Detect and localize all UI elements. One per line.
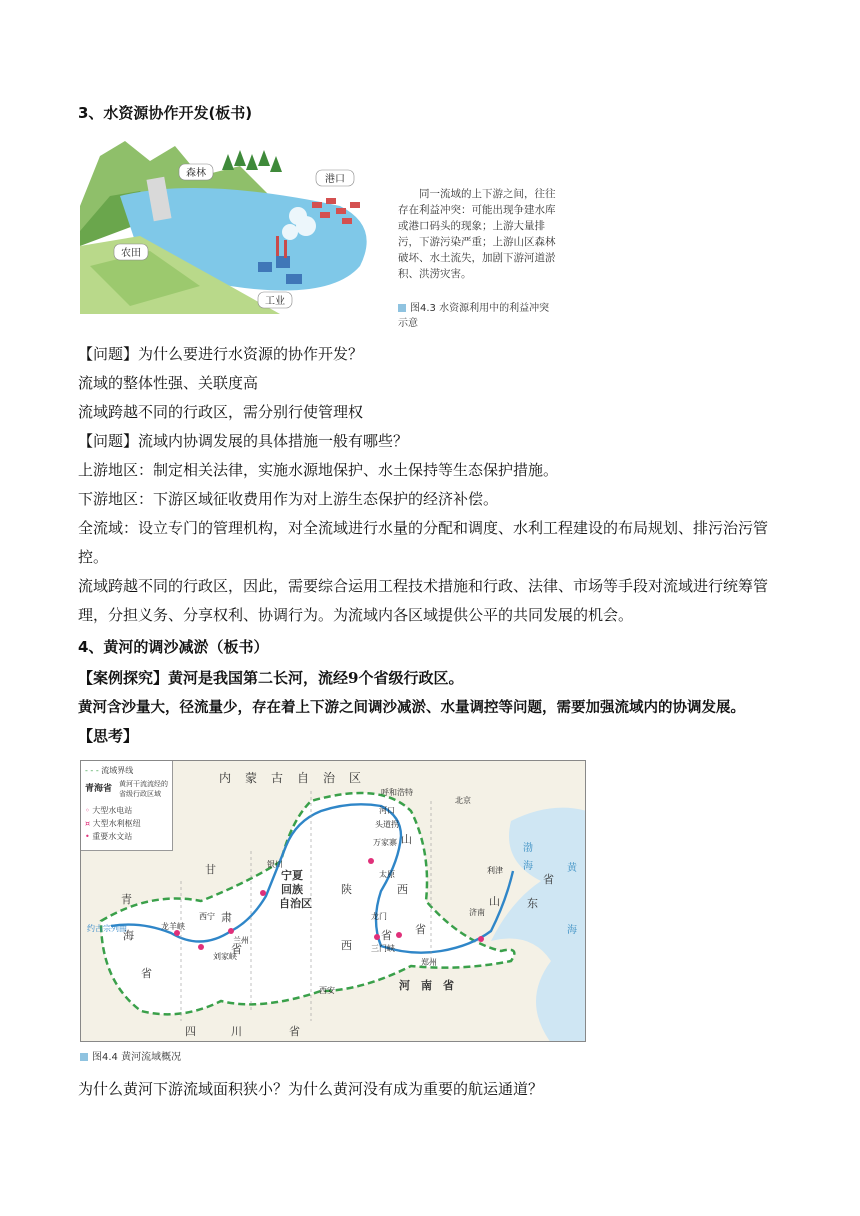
answer-2-1: 上游地区：制定相关法律，实施水源地保护、水土保持等生态保护措施。 [78, 461, 559, 479]
region-shaanxi-3: 省 [381, 929, 392, 942]
label-farmland: 农田 [121, 248, 141, 259]
answer-1-2: 流域跨越不同的行政区，需分别行使管理权 [78, 403, 364, 421]
sea-bohai-2: 海 [523, 861, 533, 872]
think-label: 【思考】 [78, 727, 139, 745]
city-xining: 西宁 [199, 912, 215, 921]
label-forest: 森林 [186, 168, 206, 179]
region-ningxia-3: 自治区 [279, 897, 312, 910]
city-beijing: 北京 [455, 796, 471, 805]
region-shandong-3: 省 [543, 873, 554, 886]
city-zhengzhou: 郑州 [421, 958, 437, 967]
region-qinghai-3: 省 [141, 967, 152, 980]
city-yinchuan: 银川 [267, 860, 283, 869]
river-source: 约古宗列曲 [87, 924, 127, 933]
section4-heading: 4、黄河的调沙减淤（板书） [78, 638, 269, 656]
region-shaanxi-2: 西 [341, 939, 352, 952]
figure-water-conflict [80, 136, 556, 329]
city-taiyuan: 太原 [379, 870, 395, 879]
case-study: 【案例探究】黄河是我国第二长河，流经9个省级行政区。 [78, 669, 464, 687]
map-caption-marker [80, 1053, 88, 1061]
region-shaanxi-1: 陕 [341, 883, 352, 896]
legend-station: • 重要水文站 [85, 832, 133, 841]
document-page [78, 0, 788, 1216]
city-longyangxia: 龙羊峡 [161, 922, 185, 931]
answer-2-3: 全流域：设立专门的管理机构，对全流域进行水量的分配和调度、水利工程建设的布局规划、排污治污管控。 [78, 519, 769, 566]
region-sichuan-2: 川 [231, 1025, 242, 1038]
city-lanzhou: 兰州 [233, 936, 249, 945]
city-toudaoguai: 头道拐 [375, 820, 399, 829]
city-lijin: 利津 [487, 866, 503, 875]
region-gansu-1: 甘 [205, 863, 216, 876]
answer-2-4: 流域跨越不同的行政区，因此，需要综合运用工程技术措施和行政、法律、市场等手段对流域进行统筹管理，分担义务、分享权利、协调行为。为流域内各区域提供公平的共同发展的机会。 [78, 577, 769, 624]
region-shanxi-1: 山 [401, 833, 412, 846]
region-henan: 河 南 省 [399, 979, 454, 992]
case-study-detail: 黄河含沙量大，径流量少，存在着上下游之间调沙减淤、水量调控等问题，需要加强流域内的协调发展。 [78, 699, 745, 716]
figure-caption-text: 图4.3 水资源利用中的利益冲突示意 [398, 303, 550, 329]
answer-1-1: 流域的整体性强、关联度高 [78, 374, 259, 392]
legend-province: 青海省 [85, 784, 113, 794]
caption-marker [398, 304, 406, 312]
sea-yellow-2: 海 [567, 925, 577, 936]
section3-heading: 3、水资源协作开发(板书) [78, 104, 253, 122]
region-shandong-2: 东 [527, 897, 538, 910]
region-shanxi-2: 西 [397, 883, 408, 896]
region-shanxi-3: 省 [415, 923, 426, 936]
sea-yellow-1: 黄 [567, 863, 577, 874]
label-industry: 工业 [265, 296, 285, 307]
legend-province-desc1: 黄河干流流经的 [119, 780, 168, 788]
sea-bohai-1: 渤 [523, 843, 533, 854]
region-sichuan-1: 四 [185, 1025, 196, 1038]
label-port: 港口 [325, 174, 345, 185]
legend-province-desc2: 省级行政区域 [119, 790, 161, 798]
city-xian: 西安 [319, 986, 335, 995]
legend-hub: ¤ 大型水利枢纽 [85, 819, 141, 828]
map-caption-text: 图4.4 黄河流域概况 [92, 1052, 182, 1063]
city-liujiaxia: 刘家峡 [213, 952, 237, 961]
water-conflict-illustration [80, 136, 386, 314]
map-caption [80, 1048, 181, 1063]
figure-note: 同一流域的上下游之间，往往存在利益冲突：可能出现争建水库或港口码头的现象；上游大量排污，下游污染严重；上游山区森林破坏、水土流失，加剧下游河道淤积、洪涝灾害。 [398, 188, 556, 280]
region-qinghai-1: 青 [121, 893, 132, 906]
figure-caption [398, 299, 556, 329]
yellow-river-map [80, 760, 586, 1042]
region-gansu-2: 肃 [221, 911, 232, 924]
city-sanmenxia: 三门峡 [371, 944, 395, 953]
legend-hydro: ◦ 大型水电站 [85, 806, 133, 815]
answer-2-2: 下游地区：下游区域征收费用作为对上游生态保护的经济补偿。 [78, 490, 499, 508]
region-gansu-3: 省 [231, 943, 242, 956]
city-hekou: 河口 [379, 806, 395, 815]
final-question: 为什么黄河下游流域面积狭小？为什么黄河没有成为重要的航运通道？ [78, 1080, 544, 1098]
map-legend [81, 761, 173, 851]
city-jinan: 济南 [469, 908, 485, 917]
region-ningxia-2: 回族 [281, 883, 303, 896]
region-inner-mongolia: 内蒙古自治区 [219, 771, 376, 785]
legend-boundary: - - - 流域界线 [85, 766, 134, 775]
region-shandong-1: 山 [489, 895, 500, 908]
question-1: 【问题】为什么要进行水资源的协作开发？ [78, 345, 364, 363]
city-longmen: 龙门 [371, 912, 387, 921]
question-2: 【问题】流域内协调发展的具体措施一般有哪些？ [78, 432, 409, 450]
region-qinghai-2: 海 [123, 929, 134, 942]
city-hohhot: 呼和浩特 [381, 788, 413, 797]
region-sichuan-3: 省 [289, 1025, 300, 1038]
region-ningxia-1: 宁夏 [281, 869, 303, 882]
city-wanjiazhai: 万家寨 [373, 838, 397, 847]
